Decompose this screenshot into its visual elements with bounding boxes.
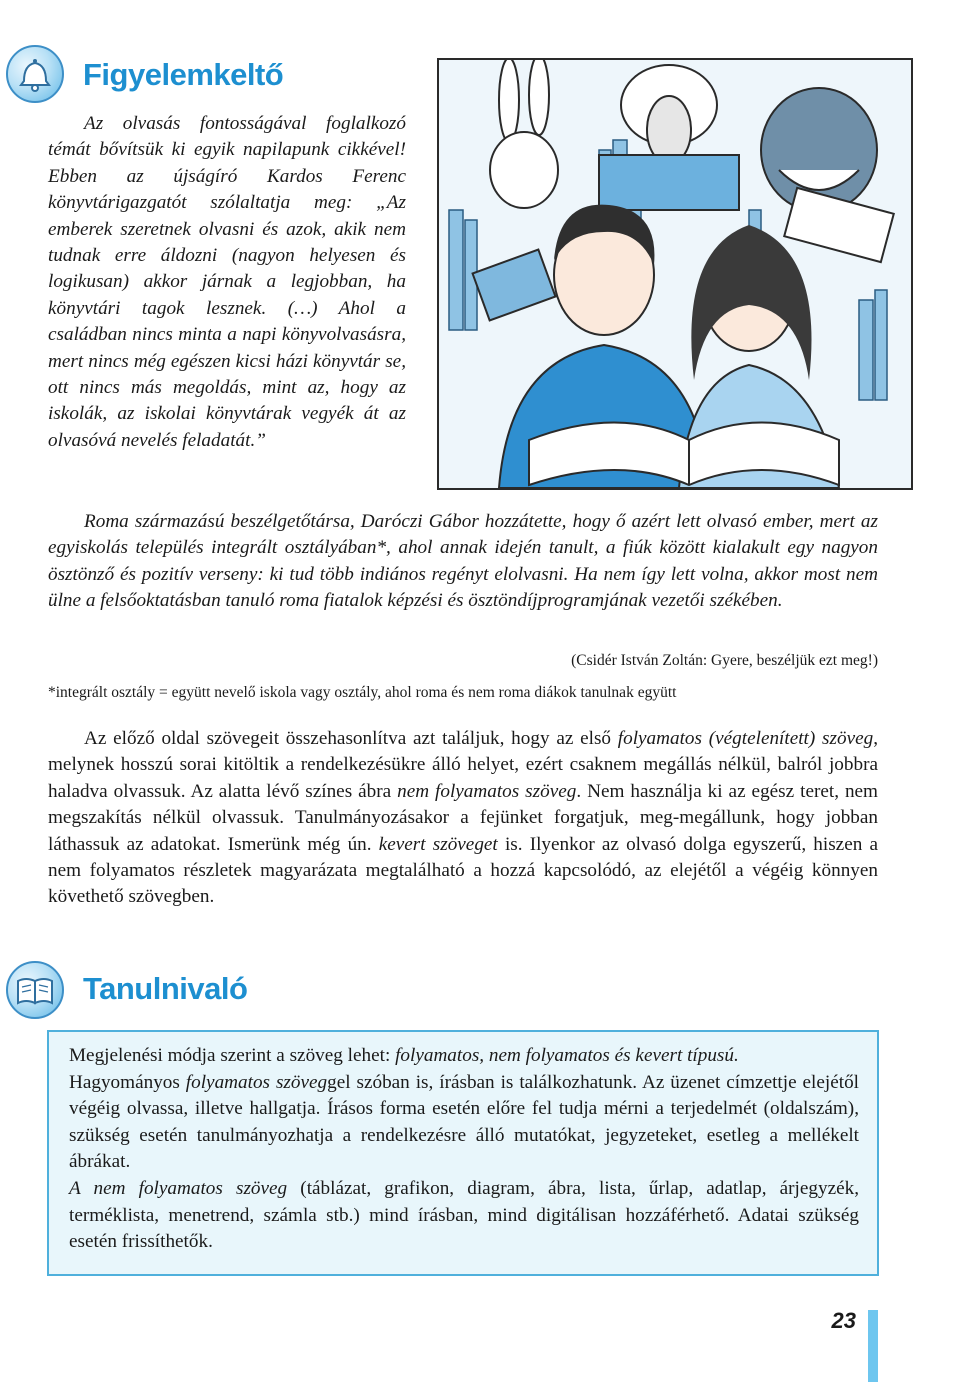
page-number: 23 — [831, 1308, 856, 1333]
body-paragraph — [48, 726, 878, 911]
page-number-bar — [868, 1310, 878, 1382]
summary-line-3: A nem folyamatos szöveg (táblázat, grafikon, diagram, ábra, lista, űrlap, adatlap, árjegyzék, terméklista, menetrend, számla stb.) mind írásban, mind digitálisan hozzáférhető. Adatai szükség esetén frissíthetők. — [69, 1177, 860, 1253]
summary-box — [47, 1030, 879, 1276]
bell-icon — [6, 45, 64, 103]
intro-quote-continued — [48, 509, 878, 615]
body-paragraph-text: Az előző oldal szövegeit összehasonlítva azt találjuk, hogy az első folyamatos (végtelenített) szöveg, melynek hosszú sorai kitöltik a rendelkezésükre álló helyet, ezért csaknem megállás nélkül, balról jobbra haladva olvassuk. Az alatta lévő színes ábra nem folyamatos szöveg. Nem használja ki az egész teret, nem megszakítás nélkül olvassuk. Tanulmányozásakor a fejünket forgatjuk, meg-megállunk, hogy jobban láthassuk az adatokat. Ismerünk még ún. kevert szöveget is. Ilyenkor az olvasó dolga egyszerű, hiszen a nem folyamatos részletek magyarázata megtalálható a hozzá kapcsolódó, az elejétől a végéig könnyen követhető szövegben. — [48, 728, 878, 908]
intro-quote — [48, 111, 406, 454]
section-title-figyelemkelto: Figyelemkeltő — [83, 57, 284, 92]
summary-line-1: Megjelenési módja szerint a szöveg lehet: folyamatos, nem folyamatos és kevert típusú. — [69, 1045, 739, 1066]
source-citation: (Csidér István Zoltán: Gyere, beszéljük ezt meg!) — [571, 652, 878, 669]
summary-line-2: Hagyományos folyamatos szöveggel szóban is, írásban is találkozhatunk. Az üzenet címzettje elejétől végéig olvassa, illetve hallgatja. Írásos forma esetén előre fel tudja mérni a terjedelmét (oldalszám), szükség esetén tanulmányozhatja a rendelkezésre álló mutatókat, jegyzeteket, esetleg a mellékelt ábrákat. — [69, 1071, 860, 1173]
reading-children-illustration — [437, 58, 913, 490]
section-title-tanulnivalo: Tanulnivaló — [83, 971, 248, 1006]
book-icon — [6, 961, 64, 1019]
intro-quote-text: Az olvasás fontosságával foglalkozó témát bővítsük ki egyik napilapunk cikkével! Ebben az újságíró Kardos Ferenc könyvtárigazgatót szólaltatja meg: „Az emberek szeretnek olvasni és azok, akik nem tudnak erre áldozni (nagyon helyesen és logikusan) akkor járnak a legjobban, ha könyvtári tagok lesznek. (…) Ahol a családban nincs minta a napi könyvolvasásra, mert nincs még egészen kicsi házi könyvtár se, ott nincs más megoldás, mint az, hogy az iskolák, az iskolai könyvtárak vegyék át az olvasóvá nevelés feladatát.” — [48, 113, 406, 451]
footnote: *integrált osztály = együtt nevelő iskola vagy osztály, ahol roma és nem roma diákok tanulnak együtt — [48, 684, 677, 701]
intro-quote-continued-text: Roma származású beszélgetőtársa, Daróczi Gábor hozzátette, hogy ő azért lett olvasó ember, mert az egyiskolás település integrált osztályában*, ahol annak idején tanult, a fiúk között kialakult egy nagyon ösztönző és pozitív verseny: ki tud több indiános regényt elolvasni. Ha nem így lett volna, akkor most nem ülne a felsőoktatásban tanuló roma fiatalok képzési és ösztöndíjprogramjának vezetői székében. — [48, 511, 878, 612]
